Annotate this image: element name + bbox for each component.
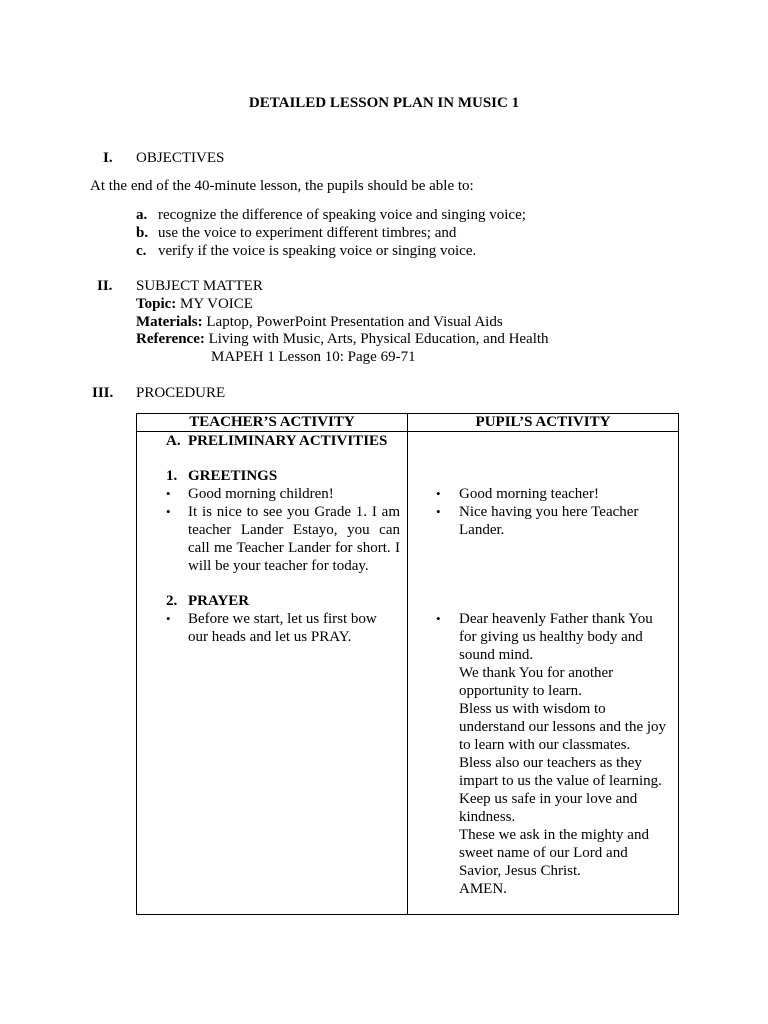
text-line: Keep us safe in your love and — [459, 791, 638, 807]
pupil-greeting-2 — [459, 503, 638, 539]
objective-letter: b. — [136, 225, 149, 241]
reference-value: Living with Music, Arts, Physical Education, and Health — [208, 331, 549, 347]
document-title: DETAILED LESSON PLAN IN MUSIC 1 — [248, 95, 520, 111]
text-line: will be your teacher for today. — [188, 558, 369, 574]
topic-line — [136, 295, 253, 313]
text-line: our heads and let us PRAY. — [188, 629, 352, 645]
text-line: Savior, Jesus Christ. — [459, 863, 581, 879]
teacher-greeting-1: Good morning children! — [188, 486, 334, 502]
text-line: teacher Lander Estayo, you can — [188, 522, 400, 538]
teacher-activity-cell — [137, 432, 408, 915]
text-line: Bless also our teachers as they — [459, 755, 642, 771]
materials-line — [136, 313, 503, 331]
text-line: for giving us healthy body and — [459, 629, 643, 645]
bullet-icon: • — [436, 611, 441, 626]
text-line: Dear heavenly Father thank You — [459, 611, 653, 627]
section-letter: A. — [166, 433, 181, 449]
text-line: to learn with our classmates. — [459, 737, 631, 753]
text-line: Nice having you here Teacher — [459, 504, 639, 520]
text-line: call me Teacher Lander for short. I — [188, 540, 400, 556]
greetings-heading: GREETINGS — [188, 468, 278, 484]
section-heading-subject-matter: SUBJECT MATTER — [136, 278, 263, 294]
text-line: We thank You for another — [459, 665, 614, 681]
text-line: opportunity to learn. — [459, 683, 582, 699]
text-line: understand our lessons and the joy — [459, 719, 667, 735]
reference-line — [136, 330, 549, 348]
section-numeral-procedure: III. — [92, 385, 114, 401]
text-line: Before we start, let us first bow — [188, 611, 377, 627]
section-numeral-objectives: I. — [103, 150, 113, 166]
text-line: AMEN. — [459, 881, 507, 897]
objective-letter: c. — [136, 243, 147, 259]
reference-label: Reference: — [136, 331, 205, 347]
prayer-heading: PRAYER — [188, 593, 250, 609]
pupil-greeting-1: Good morning teacher! — [459, 486, 599, 502]
text-line: These we ask in the mighty and — [459, 827, 649, 843]
section-heading-procedure: PROCEDURE — [136, 385, 226, 401]
topic-label: Topic: — [136, 296, 177, 312]
objective-text: use the voice to experiment different timbres; and — [158, 225, 457, 241]
section-numeral-subject-matter: II. — [97, 278, 113, 294]
objective-text: recognize the difference of speaking voice and singing voice; — [158, 207, 526, 223]
preliminary-activities-heading: PRELIMINARY ACTIVITIES — [188, 433, 388, 449]
materials-value: Laptop, PowerPoint Presentation and Visual Aids — [206, 314, 503, 330]
text-line: kindness. — [459, 809, 516, 825]
column-header-teacher: TEACHER’S ACTIVITY — [137, 414, 408, 432]
column-header-pupil: PUPIL’S ACTIVITY — [408, 414, 679, 432]
bullet-icon: • — [436, 504, 441, 519]
text-line: sweet name of our Lord and — [459, 845, 628, 861]
prayer-number: 2. — [166, 593, 178, 609]
procedure-table — [136, 413, 679, 915]
objective-text: verify if the voice is speaking voice or singing voice. — [158, 243, 477, 259]
bullet-icon: • — [166, 486, 171, 501]
reference-continuation: MAPEH 1 Lesson 10: Page 69-71 — [211, 349, 416, 365]
text-line: impart to us the value of learning. — [459, 773, 662, 789]
pupil-prayer — [459, 610, 666, 898]
pupil-activity-cell — [408, 432, 679, 915]
bullet-icon: • — [166, 611, 171, 626]
text-line: Lander. — [459, 522, 505, 538]
greetings-number: 1. — [166, 468, 178, 484]
bullet-icon: • — [436, 486, 441, 501]
materials-label: Materials: — [136, 314, 203, 330]
objective-letter: a. — [136, 207, 148, 223]
teacher-greeting-2 — [188, 503, 400, 575]
topic-value: MY VOICE — [180, 296, 253, 312]
section-heading-objectives: OBJECTIVES — [136, 150, 225, 166]
text-line: Bless us with wisdom to — [459, 701, 606, 717]
teacher-prayer — [188, 610, 377, 646]
text-line: It is nice to see you Grade 1. I am — [188, 504, 400, 520]
bullet-icon: • — [166, 504, 171, 519]
text-line: sound mind. — [459, 647, 534, 663]
objectives-intro: At the end of the 40-minute lesson, the pupils should be able to: — [90, 178, 474, 194]
